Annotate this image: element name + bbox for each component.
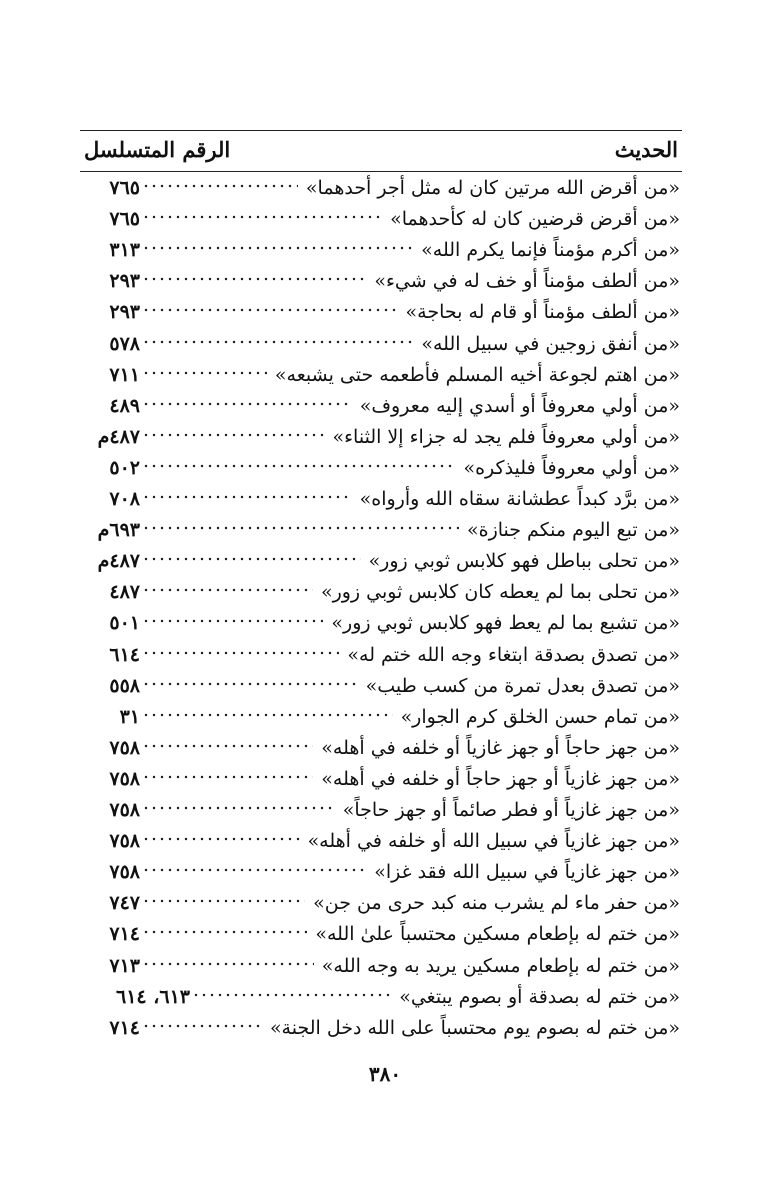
hadith-text: «من أقرض قرضين كان له كأحدهما» (390, 208, 680, 231)
dot-leader (142, 184, 298, 188)
list-item (0, 265, 770, 296)
dot-leader (142, 557, 361, 561)
list-item (0, 514, 770, 545)
serial-number: ٧١١ (109, 363, 140, 386)
list-item (0, 732, 770, 763)
dot-leader (142, 464, 455, 468)
list-item (0, 296, 770, 327)
serial-number-column-heading: الرقم المتسلسل (84, 137, 231, 162)
serial-number: ٢٩٣ (109, 270, 140, 293)
dot-leader (142, 619, 323, 623)
page-number: ٣٨٠ (368, 1062, 402, 1086)
hadith-text: «من أولي معروفاً أو أسدي إليه معروف» (359, 394, 680, 417)
hadith-text: «من تشبع بما لم يعط فهو كلابس ثوبي زور» (331, 612, 680, 635)
dot-leader (142, 682, 358, 686)
serial-number: ٣١ (119, 705, 140, 728)
serial-number: ٥٥٨ (109, 674, 140, 697)
dot-leader (142, 744, 313, 748)
serial-number: ٢٩٣ (109, 301, 140, 324)
serial-number: ٧٥٨ (109, 830, 140, 853)
hadith-text: «من أولي معروفاً فليذكره» (463, 456, 680, 479)
hadith-text: «من برَّد كبداً عطشانة سقاه الله وأرواه» (359, 488, 680, 510)
hadith-text: «من تحلى بما لم يعطه كان كلابس ثوبي زور» (320, 581, 680, 604)
hadith-text: «من جهز غازياً في سبيل الله أو خلفه في أهله» (307, 830, 680, 853)
serial-number: ٧١٣ (109, 954, 140, 977)
dot-leader (142, 526, 459, 530)
list-item (0, 1012, 770, 1043)
hadith-text: «من جهز غازياً أو جهز حاجاً أو خلفه في أهله» (321, 767, 680, 790)
serial-number: ٤٨٧ (109, 581, 140, 604)
serial-number: ٦٩٣م (97, 519, 140, 542)
dot-leader (142, 651, 339, 655)
list-item (0, 950, 770, 981)
hadith-text: «من ألطف مؤمناً أو خف له في شيء» (374, 270, 680, 293)
hadith-text: «من جهز غازياً في سبيل الله فقد غزا» (374, 861, 680, 884)
hadith-text: «من جهز غازياً أو فطر صائماً أو جهز حاجاً» (342, 799, 680, 821)
list-item (0, 545, 770, 576)
list-item (0, 483, 770, 514)
list-item (0, 856, 770, 887)
hadith-text: «من جهز حاجاً أو جهز غازياً أو خلفه في أهله» (321, 736, 680, 759)
list-item (0, 763, 770, 794)
list-item (0, 203, 770, 234)
serial-number: ٥٠١ (109, 612, 140, 635)
hadith-text: «من تصدق بعدل تمرة من كسب طيب» (365, 674, 680, 697)
list-item (0, 670, 770, 701)
list-item (0, 359, 770, 390)
hadith-text: «من اهتم لجوعة أخيه المسلم فأطعمه حتى يشبعه» (274, 363, 680, 386)
hadith-text: «من أكرم مؤمناً فإنما يكرم الله» (421, 239, 680, 262)
dot-leader (142, 340, 413, 344)
dot-leader (142, 775, 313, 779)
serial-number: ٤٨٧م (97, 550, 140, 573)
list-item (0, 981, 770, 1012)
serial-number: ٥٠٢ (109, 456, 140, 479)
list-item (0, 794, 770, 825)
list-item (0, 918, 770, 949)
dot-leader (142, 277, 366, 281)
dot-leader (142, 1024, 262, 1028)
list-item (0, 421, 770, 452)
serial-number: ٧٦٥ (109, 177, 140, 199)
hadith-text: «من تمام حسن الخلق كرم الجوار» (400, 705, 680, 728)
dot-leader (142, 588, 313, 592)
serial-number: ٦١٣، ٦١٤ (116, 985, 190, 1008)
serial-number: ٥٧٨ (109, 332, 140, 355)
dot-leader (142, 806, 335, 810)
serial-number: ٧١٤ (109, 923, 140, 946)
dot-leader (142, 837, 300, 841)
hadith-text: «من ختم له بإطعام مسكين يريد به وجه الله» (321, 954, 680, 977)
list-item (0, 390, 770, 421)
hadith-text: «من ألطف مؤمناً أو قام له بحاجة» (405, 301, 680, 324)
hadith-text: «من ختم له بصوم يوم محتسباً على الله دخل الجنة» (269, 1016, 680, 1039)
serial-number: ٦١٤ (109, 643, 140, 666)
hadith-column-heading: الحديث (614, 137, 678, 162)
serial-number: ٤٨٧م (97, 425, 140, 448)
hadith-text: «من أقرض الله مرتين كان له مثل أجر أحدهما» (305, 177, 680, 199)
hadith-text: «من حفر ماء لم يشرب منه كبد حرى من جن» (313, 892, 680, 915)
serial-number: ٧٥٨ (109, 799, 140, 821)
hadith-text: «من تبع اليوم منكم جنازة» (466, 519, 680, 542)
dot-leader (192, 993, 391, 997)
dot-leader (142, 246, 413, 250)
hadith-text: «من تحلى بباطل فهو كلابس ثوبي زور» (368, 550, 680, 573)
dot-leader (142, 868, 366, 872)
dot-leader (142, 713, 393, 717)
serial-number: ٧٥٨ (109, 736, 140, 759)
serial-number: ٧٤٧ (109, 892, 140, 915)
dot-leader (142, 930, 307, 934)
list-item (0, 452, 770, 483)
dot-leader (142, 962, 314, 966)
dot-leader (142, 215, 382, 219)
table-header (80, 130, 682, 172)
dot-leader (142, 433, 325, 437)
serial-number: ٧٦٥ (109, 208, 140, 231)
list-item (0, 607, 770, 638)
serial-number: ٤٨٩ (109, 394, 140, 417)
list-item (0, 639, 770, 670)
dot-leader (142, 371, 267, 375)
list-item (0, 328, 770, 359)
serial-number: ٧٥٨ (109, 767, 140, 790)
dot-leader (142, 495, 352, 499)
hadith-text: «من ختم له بإطعام مسكين محتسباً علىٰ الله» (315, 923, 680, 946)
hadith-text: «من أنفق زوجين في سبيل الله» (421, 332, 680, 355)
dot-leader (142, 899, 305, 903)
hadith-text: «من ختم له بصدقة أو بصوم يبتغي» (399, 985, 680, 1008)
dot-leader (142, 308, 398, 312)
list-item (0, 701, 770, 732)
dot-leader (142, 402, 352, 406)
serial-number: ٧١٤ (109, 1016, 140, 1039)
list-item (0, 825, 770, 856)
serial-number: ٧٠٨ (109, 488, 140, 510)
list-item (0, 172, 770, 203)
hadith-text: «من أولي معروفاً فلم يجد له جزاء إلا الثناء» (332, 425, 680, 448)
serial-number: ٣١٣ (109, 239, 140, 262)
hadith-text: «من تصدق بصدقة ابتغاء وجه الله ختم له» (347, 643, 680, 666)
list-item (0, 234, 770, 265)
list-item (0, 576, 770, 607)
serial-number: ٧٥٨ (109, 861, 140, 884)
list-item (0, 887, 770, 918)
